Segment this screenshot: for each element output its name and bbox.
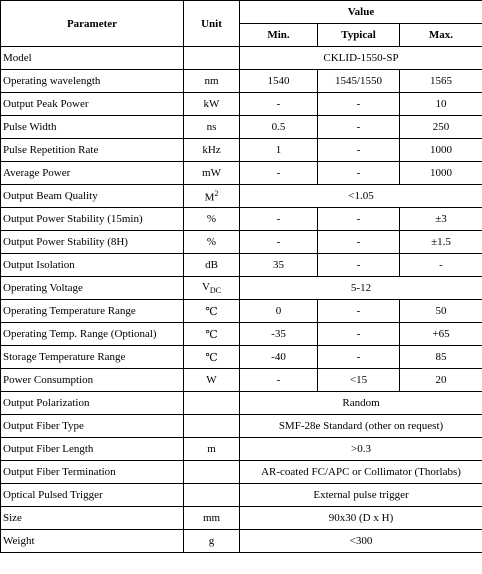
value-cell: <1.05: [240, 185, 482, 208]
parameter-header: Parameter: [1, 1, 184, 47]
unit-cell: [184, 277, 240, 300]
table-row: [1, 70, 482, 93]
table-row: [1, 93, 482, 116]
unit-cell: %: [184, 208, 240, 231]
parameter-cell: Operating Temperature Range: [1, 300, 184, 323]
value-cell: External pulse trigger: [240, 484, 482, 507]
spec-table-body: [1, 47, 482, 553]
typ-value-cell: -: [318, 208, 400, 231]
unit-cell: m: [184, 438, 240, 461]
parameter-cell: Pulse Width: [1, 116, 184, 139]
table-row: [1, 507, 482, 530]
parameter-cell: Operating Temp. Range (Optional): [1, 323, 184, 346]
parameter-cell: Operating wavelength: [1, 70, 184, 93]
parameter-cell: Output Fiber Termination: [1, 461, 184, 484]
parameter-cell: Output Power Stability (8H): [1, 231, 184, 254]
max-value-cell: ±1.5: [400, 231, 482, 254]
typ-value-cell: -: [318, 116, 400, 139]
max-value-cell: 1565: [400, 70, 482, 93]
max-value-cell: 250: [400, 116, 482, 139]
table-row: [1, 438, 482, 461]
parameter-cell: Output Fiber Length: [1, 438, 184, 461]
value-cell: CKLID-1550-SP: [240, 47, 482, 70]
table-row: [1, 231, 482, 254]
min-value-cell: 1540: [240, 70, 318, 93]
unit-cell: ℃: [184, 346, 240, 369]
unit-cell: ℃: [184, 300, 240, 323]
table-row: [1, 484, 482, 507]
max-header: Max.: [400, 24, 482, 47]
value-header: Value: [240, 1, 482, 24]
value-cell: Random: [240, 392, 482, 415]
unit-cell: [184, 47, 240, 70]
unit-base: M: [204, 191, 215, 204]
parameter-cell: Output Beam Quality: [1, 185, 184, 208]
unit-cell: %: [184, 231, 240, 254]
table-row: [1, 116, 482, 139]
table-row: [1, 346, 482, 369]
parameter-cell: Output Polarization: [1, 392, 184, 415]
parameter-cell: Average Power: [1, 162, 184, 185]
unit-superscript: 2: [214, 188, 219, 198]
min-value-cell: 35: [240, 254, 318, 277]
typ-value-cell: -: [318, 162, 400, 185]
value-cell: >0.3: [240, 438, 482, 461]
unit-cell: nm: [184, 70, 240, 93]
min-value-cell: -35: [240, 323, 318, 346]
table-row: [1, 323, 482, 346]
table-row: [1, 254, 482, 277]
parameter-cell: Output Power Stability (15min): [1, 208, 184, 231]
unit-cell: g: [184, 530, 240, 553]
typ-value-cell: -: [318, 231, 400, 254]
unit-header: Unit: [184, 1, 240, 47]
max-value-cell: +65: [400, 323, 482, 346]
parameter-cell: Operating Voltage: [1, 277, 184, 300]
typ-value-cell: -: [318, 323, 400, 346]
max-value-cell: 1000: [400, 139, 482, 162]
typ-value-cell: -: [318, 346, 400, 369]
table-row: [1, 277, 482, 300]
max-value-cell: 20: [400, 369, 482, 392]
max-value-cell: -: [400, 254, 482, 277]
value-cell: SMF-28e Standard (other on request): [240, 415, 482, 438]
value-cell: 90x30 (D x H): [240, 507, 482, 530]
typ-value-cell: 1545/1550: [318, 70, 400, 93]
unit-cell: mm: [184, 507, 240, 530]
unit-cell: kW: [184, 93, 240, 116]
value-cell: <300: [240, 530, 482, 553]
max-value-cell: 10: [400, 93, 482, 116]
typical-header: Typical: [318, 24, 400, 47]
min-value-cell: -: [240, 162, 318, 185]
parameter-cell: Model: [1, 47, 184, 70]
parameter-cell: Output Peak Power: [1, 93, 184, 116]
min-value-cell: -: [240, 93, 318, 116]
typ-value-cell: <15: [318, 369, 400, 392]
min-value-cell: -: [240, 369, 318, 392]
max-value-cell: 85: [400, 346, 482, 369]
unit-cell: dB: [184, 254, 240, 277]
table-row: [1, 185, 482, 208]
table-row: [1, 139, 482, 162]
table-row: [1, 47, 482, 70]
typ-value-cell: -: [318, 300, 400, 323]
min-value-cell: 0: [240, 300, 318, 323]
typ-value-cell: -: [318, 139, 400, 162]
typ-value-cell: -: [318, 93, 400, 116]
unit-cell: ℃: [184, 323, 240, 346]
parameter-cell: Optical Pulsed Trigger: [1, 484, 184, 507]
unit-cell: [184, 461, 240, 484]
parameter-cell: Storage Temperature Range: [1, 346, 184, 369]
unit-cell: [184, 185, 240, 208]
max-value-cell: ±3: [400, 208, 482, 231]
parameter-cell: Pulse Repetition Rate: [1, 139, 184, 162]
table-row: [1, 415, 482, 438]
parameter-cell: Size: [1, 507, 184, 530]
unit-cell: kHz: [184, 139, 240, 162]
unit-cell: W: [184, 369, 240, 392]
unit-base: V: [201, 280, 210, 293]
value-cell: AR-coated FC/APC or Collimator (Thorlabs): [240, 461, 482, 484]
unit-cell: mW: [184, 162, 240, 185]
value-cell: 5-12: [240, 277, 482, 300]
min-value-cell: -40: [240, 346, 318, 369]
table-row: [1, 208, 482, 231]
max-value-cell: 50: [400, 300, 482, 323]
min-value-cell: -: [240, 208, 318, 231]
parameter-cell: Output Fiber Type: [1, 415, 184, 438]
table-row: [1, 369, 482, 392]
table-row: [1, 300, 482, 323]
typ-value-cell: -: [318, 254, 400, 277]
unit-subscript: DC: [209, 286, 222, 296]
table-row: [1, 392, 482, 415]
min-value-cell: 1: [240, 139, 318, 162]
unit-cell: [184, 415, 240, 438]
parameter-cell: Power Consumption: [1, 369, 184, 392]
table-row: [1, 162, 482, 185]
min-header: Min.: [240, 24, 318, 47]
table-row: [1, 461, 482, 484]
unit-cell: [184, 484, 240, 507]
min-value-cell: -: [240, 231, 318, 254]
max-value-cell: 1000: [400, 162, 482, 185]
min-value-cell: 0.5: [240, 116, 318, 139]
table-row: [1, 530, 482, 553]
parameter-cell: Weight: [1, 530, 184, 553]
unit-cell: ns: [184, 116, 240, 139]
parameter-cell: Output Isolation: [1, 254, 184, 277]
unit-cell: [184, 392, 240, 415]
